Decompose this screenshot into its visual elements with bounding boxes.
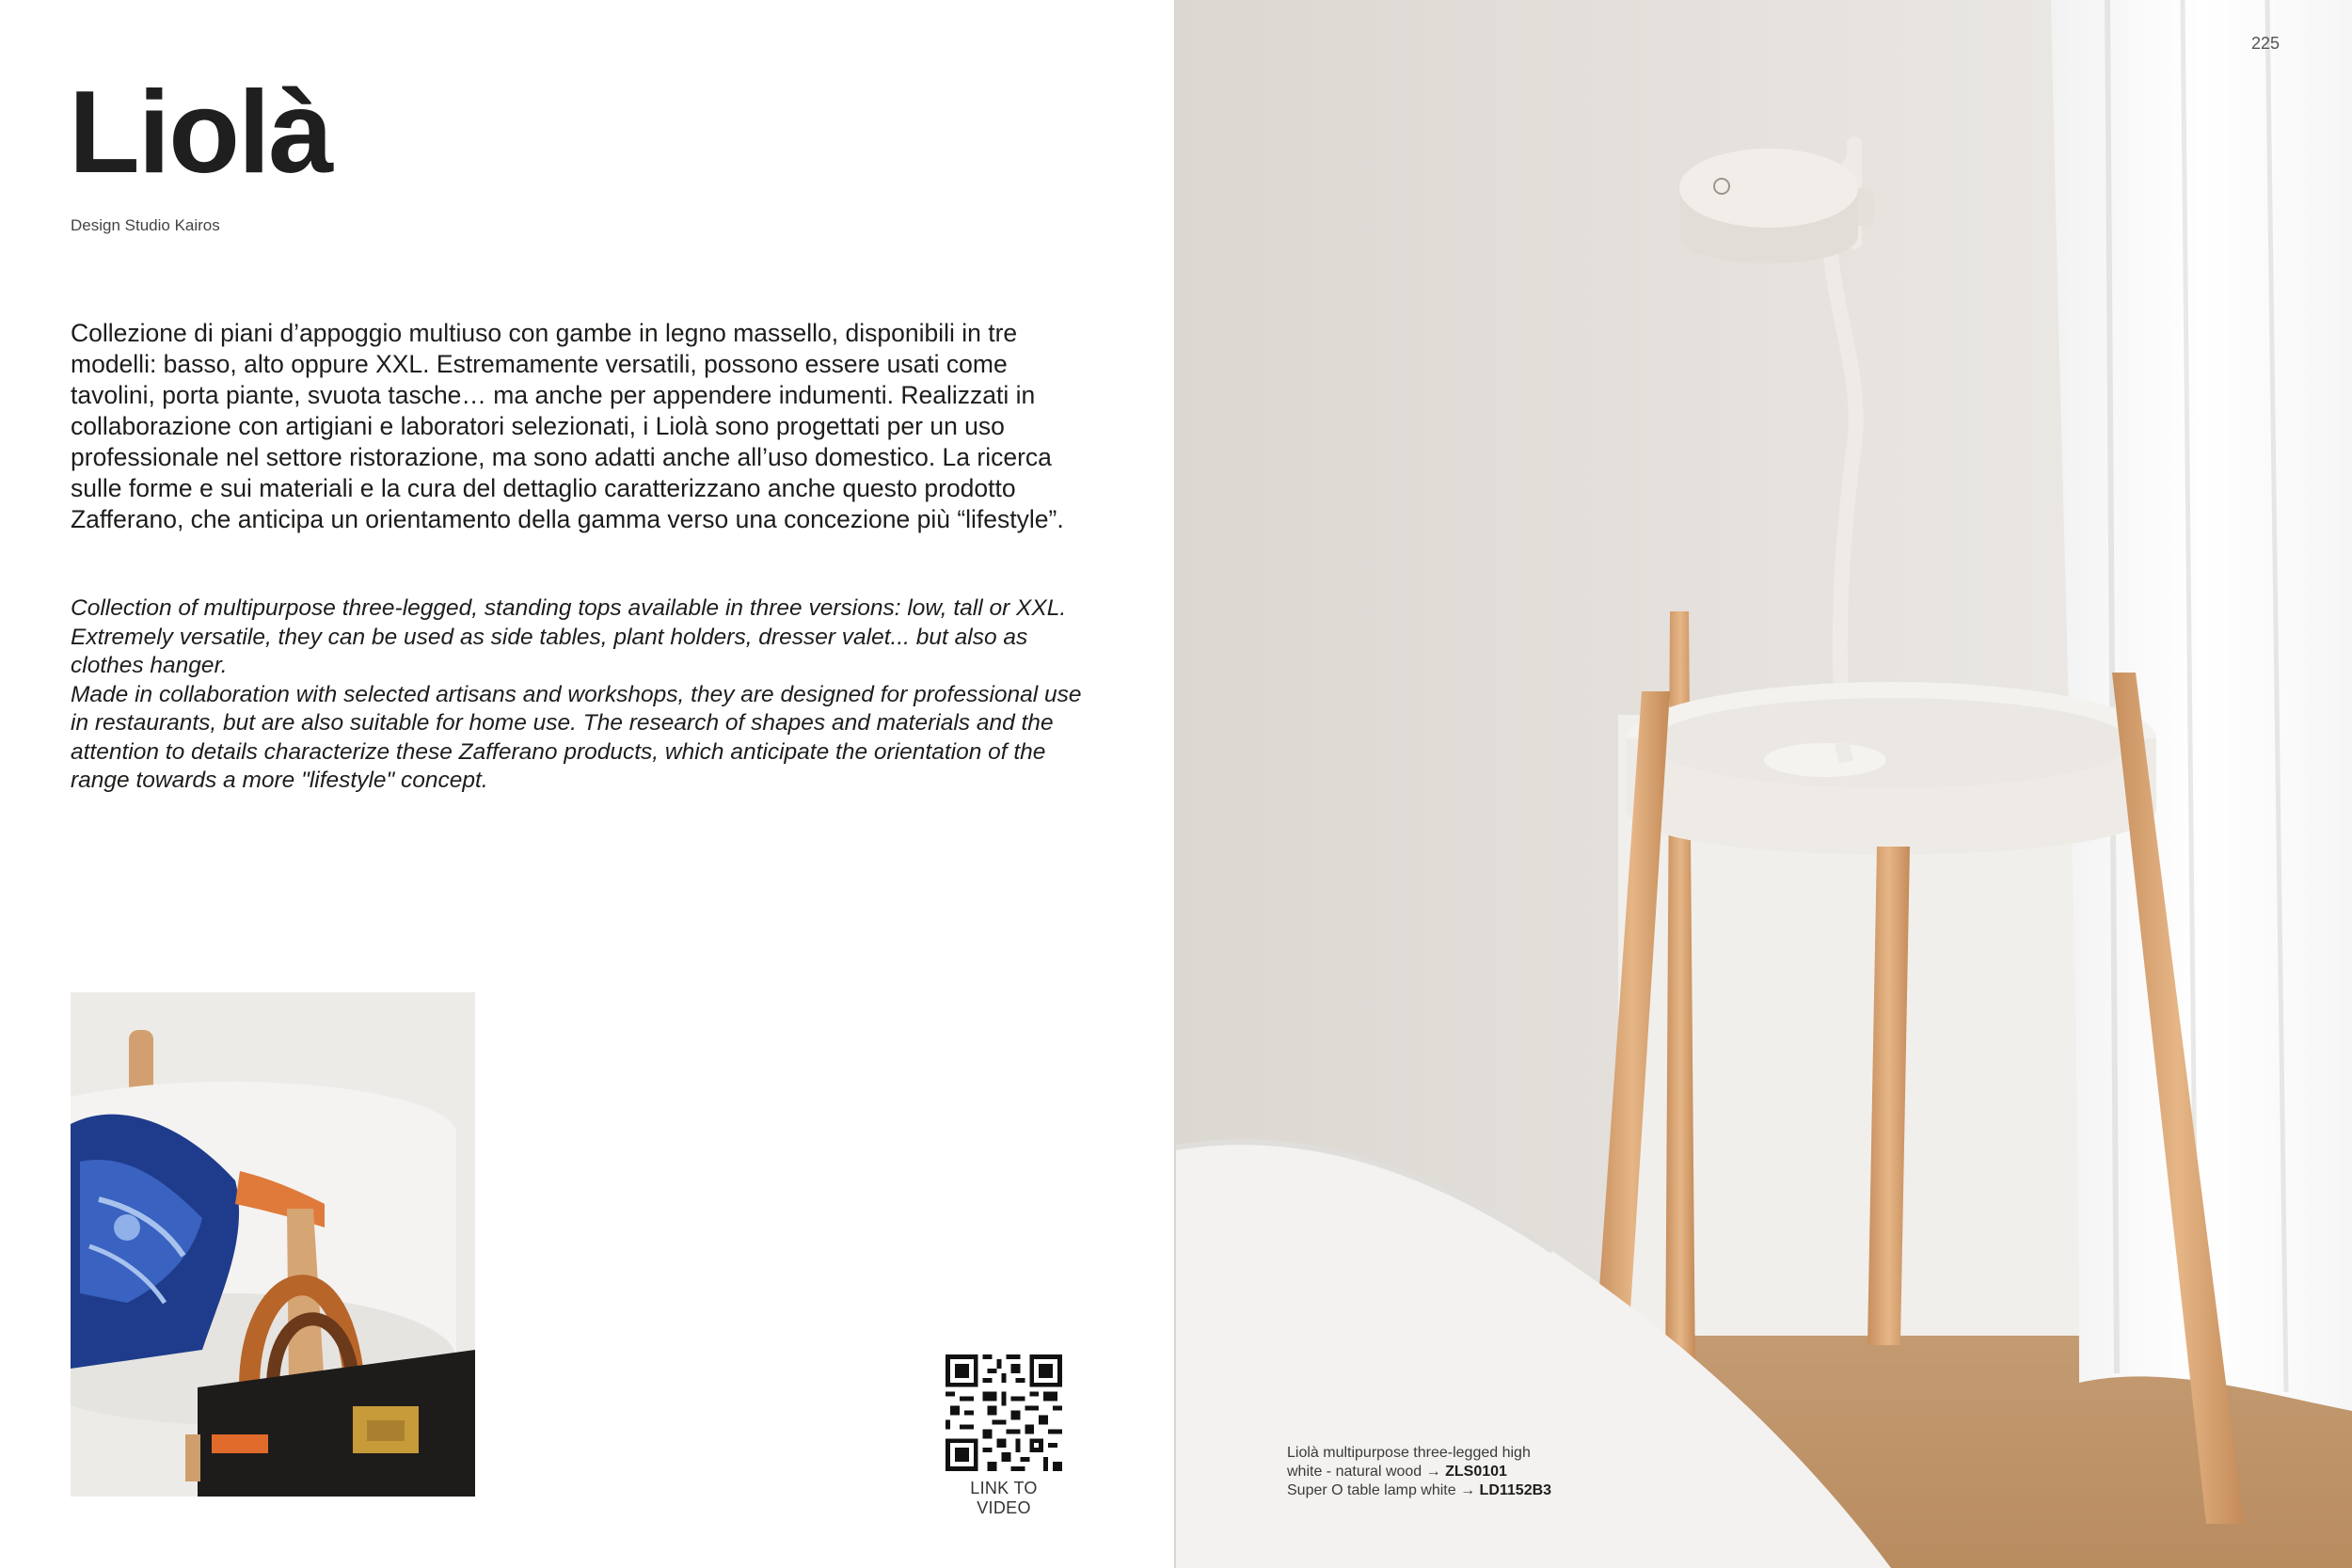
caption-line-3 (1287, 1481, 1551, 1500)
page-title: Liolà (69, 68, 332, 198)
caption-line-1: Liolà multipurpose three-legged high (1287, 1445, 1531, 1461)
video-link-label[interactable]: LINK TO VIDEO (970, 1479, 1038, 1517)
video-link[interactable] (941, 1354, 1067, 1518)
caption-line-2 (1287, 1463, 1551, 1481)
product-code-lamp: LD1152B3 (1479, 1482, 1552, 1498)
designer-credit: Design Studio Kairos (71, 216, 220, 234)
description-english-paragraph-1: Collection of multipurpose three-legged, standing tops available in three versions: low, tall or XXL. Extremely versatile, they can be used as side tables, plant holders, dresser valet... but also as clothes hanger. (71, 595, 1067, 678)
detail-photo (71, 992, 475, 1497)
right-page-photo (1176, 0, 2352, 1568)
description-english-paragraph-2: Made in collaboration with selected artisans and workshops, they are designed for professional use in restaurants, but are also suitable for home use. The research of shapes and materials and the attention to details characterize these Zafferano products, which anticipate the orientation of the range towards a more "lifestyle" concept. (71, 681, 1082, 793)
page-number: 225 (2250, 34, 2280, 53)
product-code-table: ZLS0101 (1445, 1464, 1507, 1480)
caption-line-3-text: Super O table lamp white → (1287, 1482, 1476, 1498)
product-photo (1176, 0, 2352, 1568)
detail-photo-illustration (71, 992, 475, 1497)
qr-code-icon[interactable] (946, 1354, 1062, 1471)
description-english (71, 594, 1087, 796)
photo-caption (1287, 1444, 1551, 1500)
caption-line-2-text: white - natural wood → (1287, 1464, 1441, 1480)
description-italian: Collezione di piani d’appoggio multiuso con gambe in legno massello, disponibili in tre modelli: basso, alto oppure XXL. Estremamente versatili, possono essere usati come tavolini, porta piante, svuota tasche… ma anche per appendere indumenti. Realizzati in collaborazione con artigiani e laboratori selezionati, i Liolà sono progettati per un uso professionale nel settore ristorazione, ma sono adatti anche all’uso domestico. La ricerca sulle forme e sui materiali e la cura del dettaglio caratterizzano anche questo prodotto Zafferano, che anticipa un orientamento della gamma verso una concezione più “lifestyle”. (71, 319, 1064, 533)
